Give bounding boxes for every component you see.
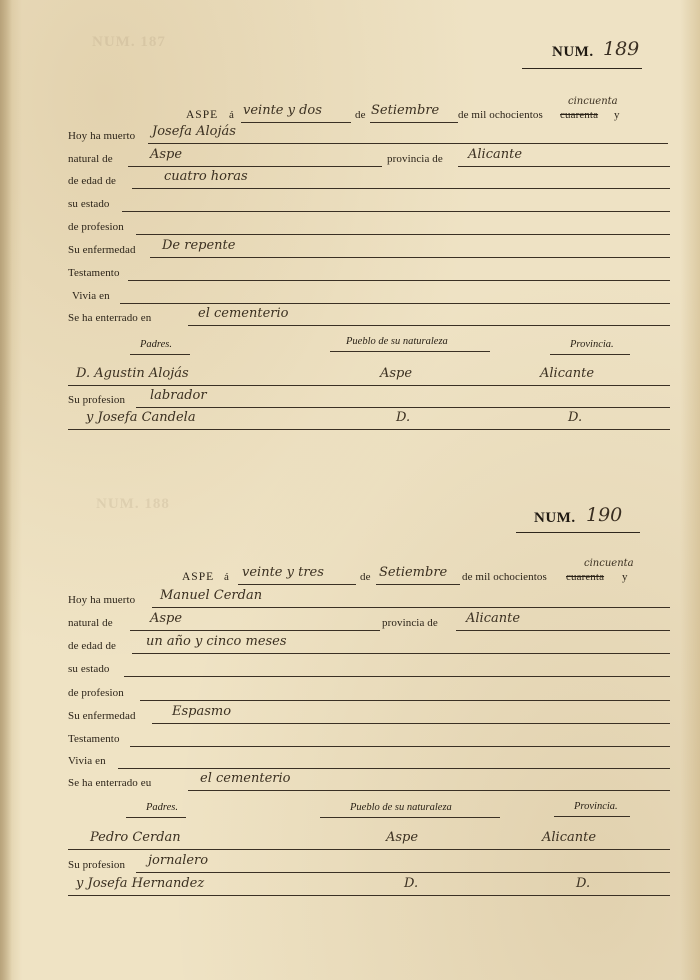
y-label: y: [614, 109, 620, 121]
field-rule: [130, 630, 380, 631]
field-rule: [150, 257, 670, 258]
buried-label: Se ha enterrado eu: [68, 777, 152, 789]
padres-header: Padres.: [140, 339, 172, 350]
day-rule: [241, 122, 351, 123]
died-value: Josefa Alojás: [152, 124, 236, 139]
date-line: [0, 565, 700, 589]
native-value: Aspe: [150, 611, 183, 626]
field-rule: [456, 630, 670, 631]
lived-label: Vivia en: [72, 290, 110, 302]
pueblo-header: Pueblo de su naturaleza: [350, 802, 452, 813]
header-rule: [126, 817, 186, 818]
field-illness: [0, 704, 700, 728]
field-rule: [128, 280, 670, 281]
died-value: Manuel Cerdan: [160, 588, 263, 603]
header-rule: [554, 816, 630, 817]
illness-label: Su enfermedad: [68, 244, 136, 256]
state-label: su estado: [68, 198, 110, 210]
num-label: NUM.: [552, 44, 594, 60]
field-rule: [132, 188, 670, 189]
month-value: Setiembre: [371, 103, 440, 118]
father-profession-row: [0, 388, 700, 412]
field-buried: [0, 306, 700, 330]
age-label: de edad de: [68, 640, 117, 652]
mother-province: D.: [568, 410, 583, 425]
field-died: [0, 588, 700, 612]
mother-row: [0, 876, 700, 900]
province-label: provincia de: [382, 617, 438, 629]
field-lived: [0, 284, 700, 308]
century-correction: cincuenta: [568, 96, 618, 107]
pueblo-header: Pueblo de su naturaleza: [346, 336, 448, 347]
field-rule: [132, 653, 670, 654]
field-rule: [122, 211, 670, 212]
year-label: de mil ochocientos: [462, 571, 547, 583]
field-rule: [124, 676, 670, 677]
field-rule: [458, 166, 670, 167]
mother-province: D.: [576, 876, 591, 891]
died-label: Hoy ha muerto: [68, 130, 136, 142]
field-profession: [0, 215, 700, 239]
field-rule: [152, 723, 670, 724]
father-profession-row: [0, 853, 700, 877]
father-town: Aspe: [380, 366, 413, 381]
field-rule: [152, 607, 670, 608]
state-label: su estado: [68, 663, 110, 675]
century-struck: cuarenta: [566, 571, 605, 583]
field-testament: [0, 261, 700, 285]
century-correction: cincuenta: [584, 558, 634, 569]
province-value: Alicante: [468, 147, 523, 162]
header-rule: [550, 354, 630, 355]
field-died: [0, 124, 700, 148]
field-rule: [188, 325, 670, 326]
illness-value: De repente: [162, 238, 236, 253]
field-age: [0, 634, 700, 658]
field-testament: [0, 727, 700, 751]
field-rule: [68, 895, 670, 896]
field-native: [0, 611, 700, 635]
field-rule: [118, 768, 670, 769]
father-profession-value: labrador: [150, 388, 207, 403]
num-label: NUM.: [534, 510, 576, 526]
field-rule: [188, 790, 670, 791]
field-rule: [128, 166, 382, 167]
testament-label: Testamento: [68, 267, 120, 279]
num-underline: [516, 532, 640, 533]
mother-row: [0, 410, 700, 434]
field-age: [0, 169, 700, 193]
field-lived: [0, 749, 700, 773]
father-profession-label: Su profesion: [68, 859, 126, 871]
field-rule: [140, 700, 670, 701]
a-label: á: [224, 571, 229, 583]
buried-value: el cementerio: [200, 771, 291, 786]
provincia-header: Provincia.: [570, 339, 614, 350]
padres-header: Padres.: [146, 802, 178, 813]
de-label: de: [360, 571, 371, 583]
num-value: 190: [586, 504, 623, 526]
place-label: ASPE: [186, 109, 219, 121]
father-profession-value: jornalero: [148, 853, 209, 868]
field-rule: [120, 303, 670, 304]
a-label: á: [229, 109, 234, 121]
father-profession-label: Su profesion: [68, 394, 126, 406]
bleed-through-text: NUM. 188: [96, 496, 170, 512]
buried-label: Se ha enterrado en: [68, 312, 152, 324]
illness-label: Su enfermedad: [68, 710, 136, 722]
de-label: de: [355, 109, 366, 121]
father-province: Alicante: [542, 830, 597, 845]
year-label: de mil ochocientos: [458, 109, 543, 121]
record-number: [0, 504, 700, 538]
mother-town: D.: [404, 876, 419, 891]
profession-label: de profesion: [68, 687, 124, 699]
field-rule: [68, 429, 670, 430]
provincia-header: Provincia.: [574, 801, 618, 812]
buried-value: el cementerio: [198, 306, 289, 321]
field-illness: [0, 238, 700, 262]
field-buried: [0, 771, 700, 795]
field-native: [0, 147, 700, 171]
bleed-through-text: NUM. 187: [92, 34, 166, 50]
num-value: 189: [603, 38, 640, 60]
place-label: ASPE: [182, 571, 215, 583]
day-rule: [238, 584, 356, 585]
native-value: Aspe: [150, 147, 183, 162]
province-label: provincia de: [387, 153, 443, 165]
father-province: Alicante: [540, 366, 595, 381]
header-rule: [330, 351, 490, 352]
profession-label: de profesion: [68, 221, 124, 233]
father-row: [0, 366, 700, 390]
header-rule: [130, 354, 190, 355]
field-rule: [68, 849, 670, 850]
age-value: un año y cinco meses: [146, 634, 287, 649]
month-value: Setiembre: [379, 565, 448, 580]
died-label: Hoy ha muerto: [68, 594, 136, 606]
illness-value: Espasmo: [172, 704, 232, 719]
field-rule: [68, 385, 670, 386]
father-name: D. Agustin Alojás: [76, 366, 189, 381]
mother-town: D.: [396, 410, 411, 425]
field-rule: [130, 746, 670, 747]
lived-label: Vivia en: [68, 755, 106, 767]
mother-name: y Josefa Hernandez: [76, 876, 205, 891]
record-number: [0, 38, 700, 72]
num-underline: [522, 68, 642, 69]
field-rule: [136, 407, 670, 408]
field-rule: [136, 234, 670, 235]
field-profession: [0, 681, 700, 705]
father-name: Pedro Cerdan: [90, 830, 181, 845]
day-value: veinte y tres: [242, 565, 324, 580]
age-label: de edad de: [68, 175, 117, 187]
field-rule: [148, 143, 668, 144]
mother-name: y Josefa Candela: [86, 410, 196, 425]
testament-label: Testamento: [68, 733, 120, 745]
father-row: [0, 830, 700, 854]
day-value: veinte y dos: [243, 103, 322, 118]
father-town: Aspe: [386, 830, 419, 845]
province-value: Alicante: [466, 611, 521, 626]
header-rule: [320, 817, 500, 818]
native-label: natural de: [68, 153, 113, 165]
month-rule: [376, 584, 460, 585]
field-state: [0, 657, 700, 681]
century-struck: cuarenta: [560, 109, 599, 121]
native-label: natural de: [68, 617, 113, 629]
age-value: cuatro horas: [164, 169, 248, 184]
field-rule: [136, 872, 670, 873]
month-rule: [370, 122, 458, 123]
field-state: [0, 192, 700, 216]
y-label: y: [622, 571, 628, 583]
